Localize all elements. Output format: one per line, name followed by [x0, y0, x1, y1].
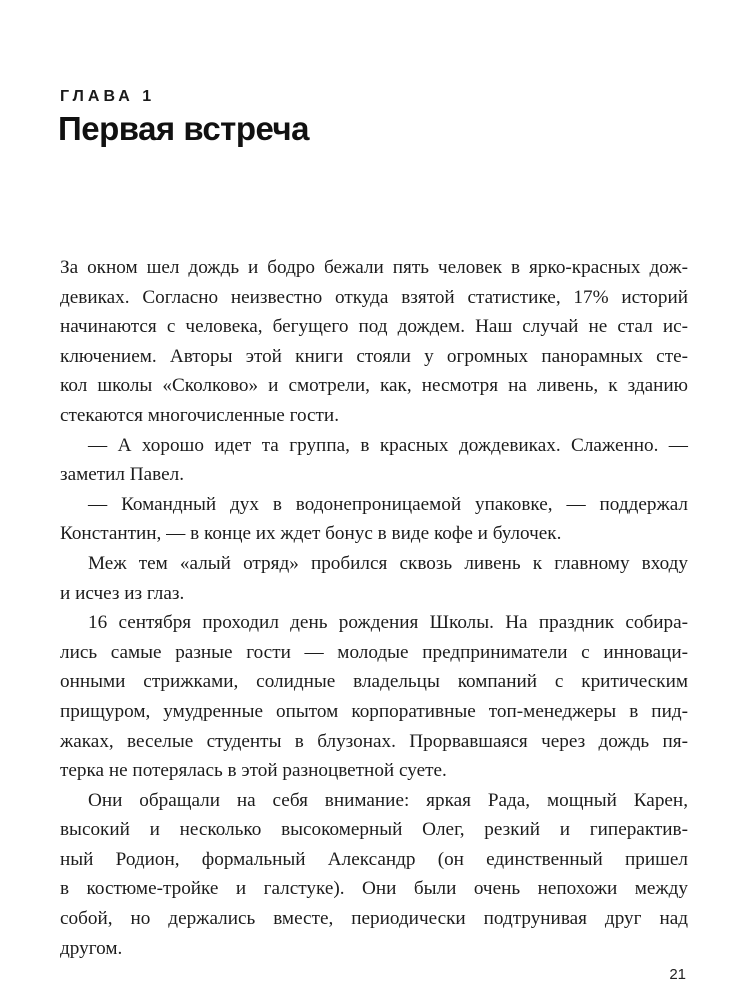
paragraph-line: и исчез из глаз.	[60, 582, 185, 604]
paragraph-line: жаках, веселые студенты в блузонах. Прорвавшаяся через дождь пя-	[60, 730, 688, 752]
paragraph-line: другом.	[60, 937, 123, 959]
paragraph-line: в костюме-тройке и галстуке). Они были очень непохожи между	[60, 878, 688, 900]
paragraph-first-line: Они обращали на себя внимание: яркая Рада, мощный Карен,	[88, 789, 688, 811]
paragraph-line: прищуром, умудренные опытом корпоративные топ-менеджеры в пид-	[60, 700, 688, 722]
paragraph-line: терка не потерялась в этой разноцветной суете.	[60, 760, 447, 782]
paragraph-line: девиках. Согласно неизвестно откуда взятой статистике, 17% историй	[60, 286, 688, 308]
paragraph-line: заметил Павел.	[60, 464, 184, 486]
paragraph-line: ный Родион, формальный Александр (он единственный пришел	[60, 848, 688, 870]
paragraph-line: кол школы «Сколково» и смотрели, как, несмотря на ливень, к зданию	[60, 375, 688, 397]
paragraph-first-line: — Командный дух в водонепроницаемой упаковке, — поддержал	[88, 493, 688, 515]
paragraph-first-line: За окном шел дождь и бодро бежали пять человек в ярко-красных дож-	[60, 257, 688, 278]
chapter-title: Первая встреча	[58, 110, 310, 147]
chapter-body-text	[60, 253, 688, 963]
paragraph-line: стекаются многочисленные гости.	[60, 404, 339, 426]
paragraph-line: ключением. Авторы этой книги стояли у огромных панорамных сте-	[60, 345, 688, 367]
paragraph-line: собой, но держались вместе, периодически подтрунивая друг над	[60, 908, 688, 930]
page-number: 21	[669, 966, 686, 983]
paragraph-line: Константин, — в конце их ждет бонус в виде кофе и булочек.	[60, 523, 562, 545]
paragraph-line: онными стрижками, солидные владельцы компаний с критическим	[60, 671, 688, 693]
paragraph-line: высокий и несколько высокомерный Олег, резкий и гиперактив-	[60, 819, 688, 841]
paragraph-first-line: Меж тем «алый отряд» пробился сквозь ливень к главному входу	[88, 552, 688, 574]
chapter-label: ГЛАВА 1	[60, 88, 156, 105]
paragraph-line: начинаются с человека, бегущего под дождем. Наш случай не стал ис-	[60, 316, 688, 338]
paragraph-first-line: — А хорошо идет та группа, в красных дождевиках. Слаженно. —	[88, 434, 688, 456]
paragraph-line: лись самые разные гости — молодые предприниматели с инноваци-	[60, 641, 688, 663]
paragraph-first-line: 16 сентября проходил день рождения Школы. На праздник собира-	[88, 612, 688, 634]
